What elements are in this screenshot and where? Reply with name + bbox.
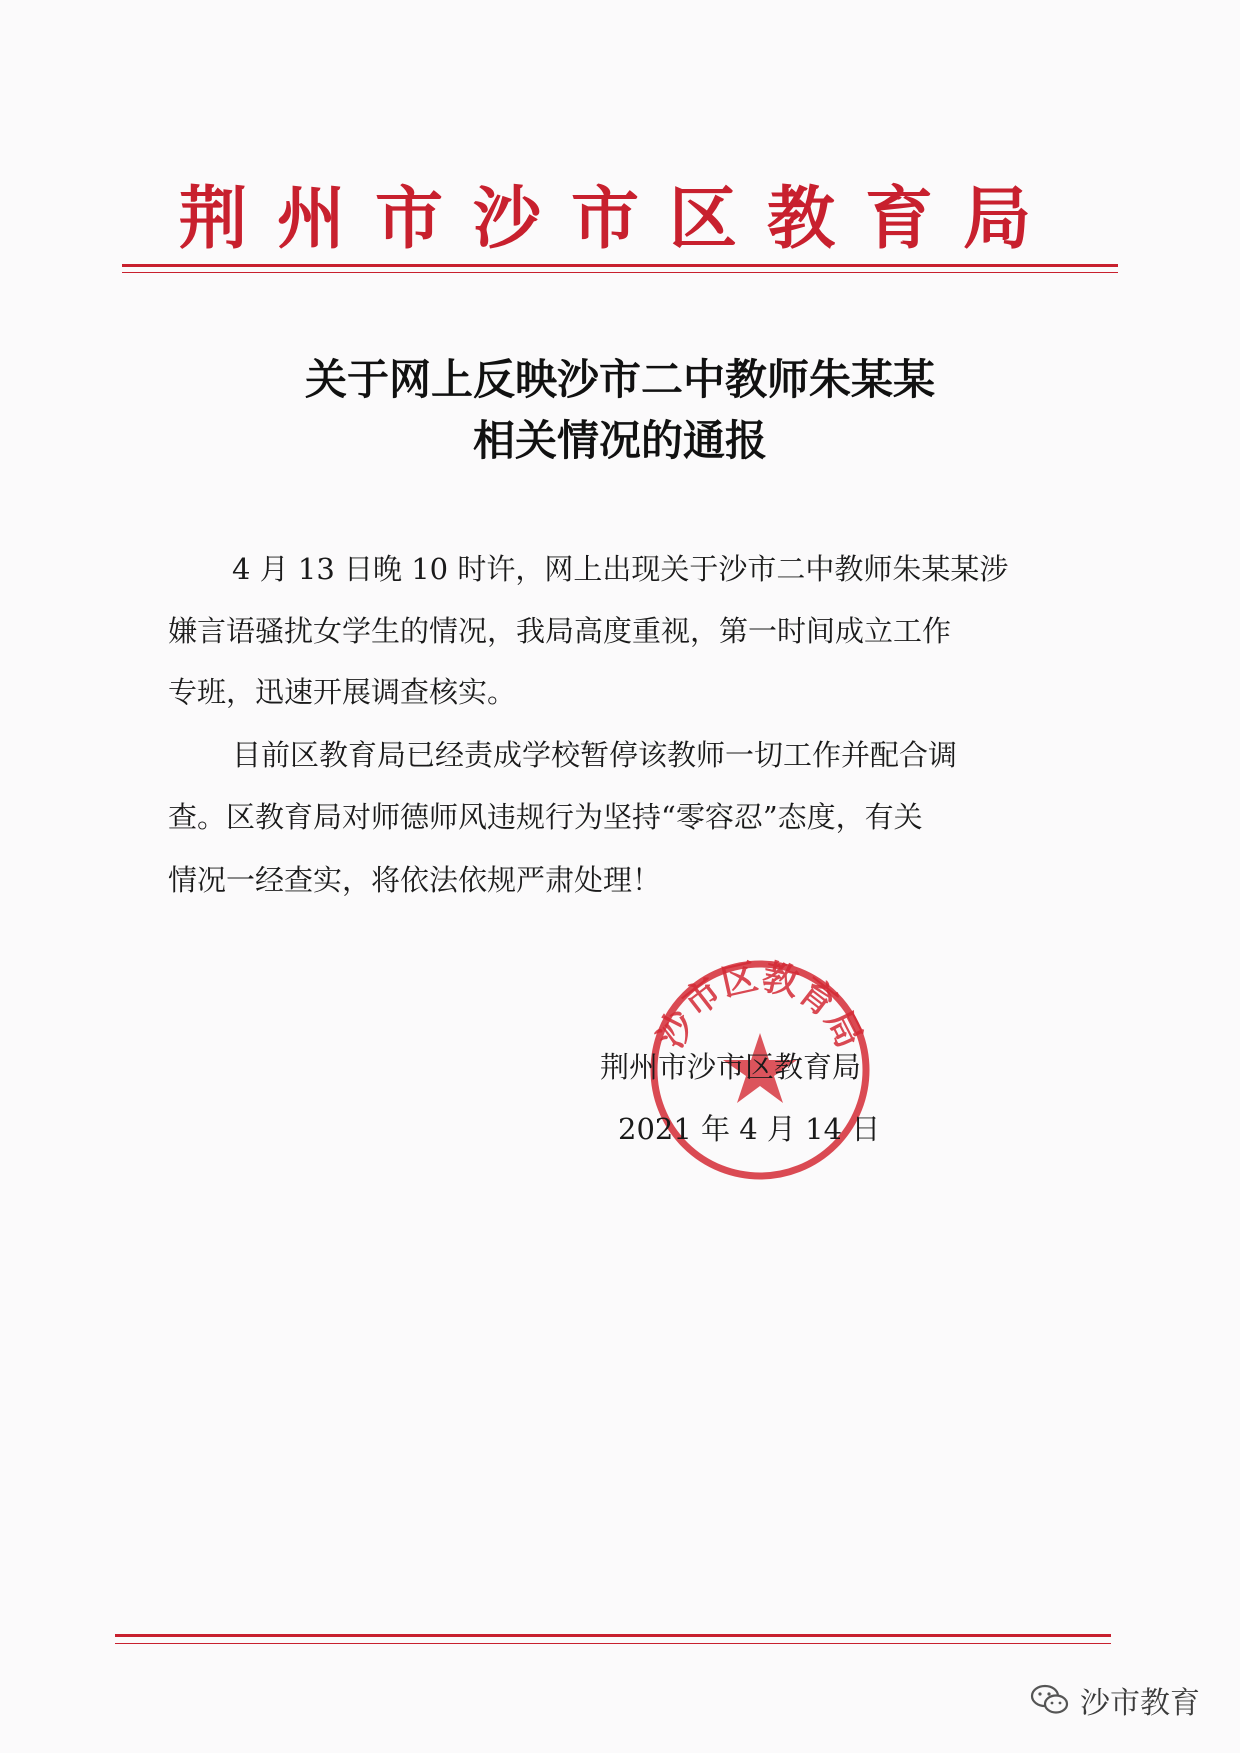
document-title-line-1: 关于网上反映沙市二中教师朱某某 [304,355,935,404]
body-line: 4 月 13 日晚 10 时许，网上出现关于沙市二中教师朱某某涉 [232,552,1009,586]
body-line: 嫌言语骚扰女学生的情况，我局高度重视，第一时间成立工作 [168,614,952,648]
signature-organization: 荆州市沙市区教育局 [600,1050,862,1084]
source-watermark [1030,1678,1200,1722]
body-line: 专班，迅速开展调查核实。 [168,675,517,709]
body-line: 情况一经查实，将依法依规严肃处理！ [168,863,662,897]
body-line: 目前区教育局已经责成学校暂停该教师一切工作并配合调 [232,738,958,772]
watermark-label: 沙市教育 [1080,1686,1200,1721]
wechat-icon [1030,1683,1070,1717]
document-title-line-2: 相关情况的通报 [472,416,767,465]
body-line: 查。区教育局对师德师风违规行为坚持“零容忍”态度，有关 [168,800,923,834]
organization-header: 荆州市沙市区教育局 [178,180,1061,259]
signature-date: 2021 年 4 月 14 日 [618,1112,881,1146]
footer-rule-thick [115,1634,1111,1637]
footer-rule-thin [115,1643,1111,1644]
seal-text: 沙市区教育局 [649,955,871,1055]
header-rule-thin [122,272,1118,273]
header-rule-thick [122,264,1118,267]
